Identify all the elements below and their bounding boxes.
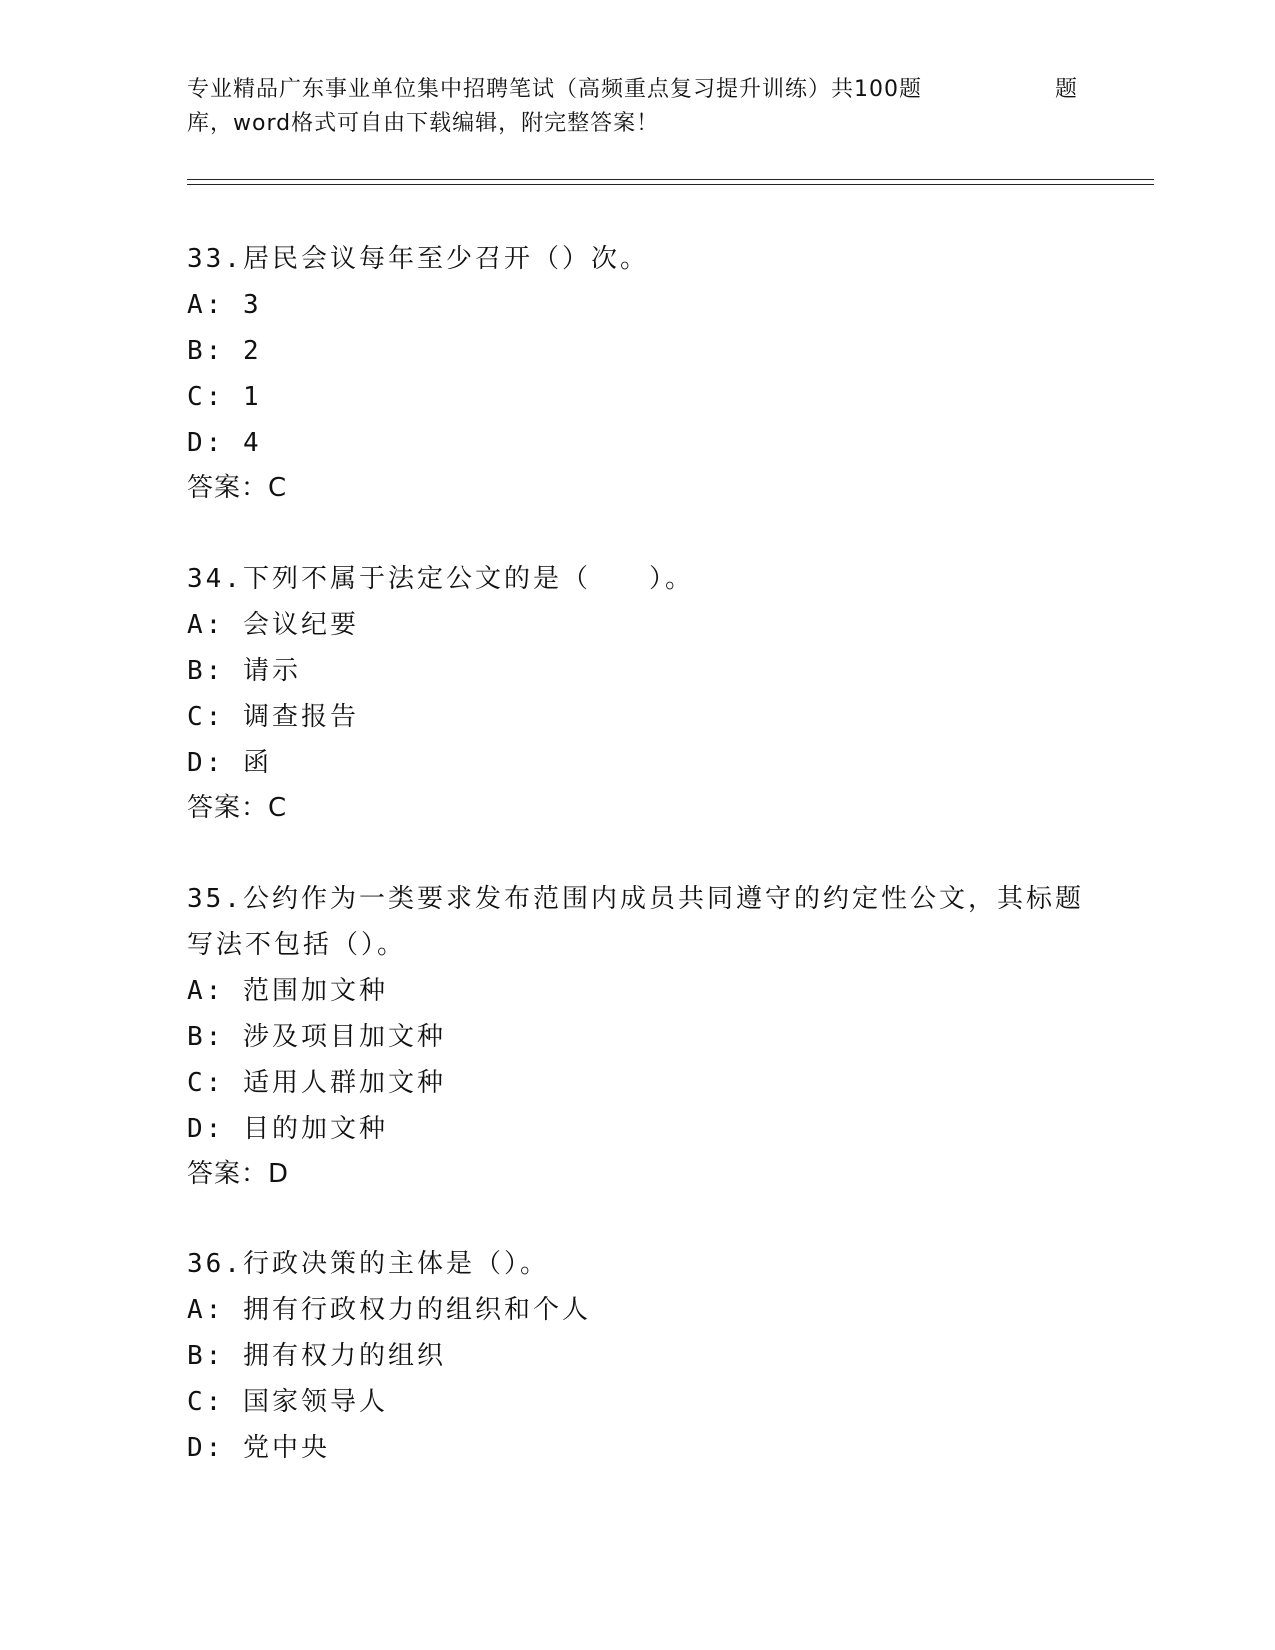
header-divider-top <box>187 179 1154 180</box>
header-title-line-2: 库，word格式可自由下载编辑，附完整答案！ <box>187 111 660 136</box>
question-35 <box>187 876 1087 1196</box>
question-stem: 35.公约作为一类要求发布范围内成员共同遵守的约定性公文，其标题写法不包括（）。 <box>187 884 1084 960</box>
option-b: B: 请示 <box>187 656 301 686</box>
header-title-line-1: 专业精品广东事业单位集中招聘笔试（高频重点复习提升训练）共100题 <box>187 77 922 102</box>
option-d: D: 函 <box>187 748 272 778</box>
question-stem: 36.行政决策的主体是（）。 <box>187 1249 549 1279</box>
option-d: D: 目的加文种 <box>187 1114 388 1144</box>
option-c: C: 适用人群加文种 <box>187 1068 446 1098</box>
answer-line: 答案：C <box>187 793 288 823</box>
option-d: D: 党中央 <box>187 1433 330 1463</box>
question-36 <box>187 1241 1087 1471</box>
option-c: C: 调查报告 <box>187 702 359 732</box>
option-b: B: 2 <box>187 336 262 366</box>
answer-line: 答案：D <box>187 1159 290 1189</box>
option-c: C: 1 <box>187 382 262 412</box>
header-title-tail: 题 <box>1055 77 1079 102</box>
question-stem: 34.下列不属于法定公文的是（ ）。 <box>187 564 694 594</box>
header-divider-bottom <box>187 184 1154 185</box>
document-header <box>187 73 1087 141</box>
option-a: A: 会议纪要 <box>187 610 359 640</box>
question-stem: 33.居民会议每年至少召开（）次。 <box>187 244 649 274</box>
question-34 <box>187 556 1087 830</box>
option-c: C: 国家领导人 <box>187 1387 388 1417</box>
option-b: B: 涉及项目加文种 <box>187 1022 446 1052</box>
option-a: A: 范围加文种 <box>187 976 388 1006</box>
option-a: A: 拥有行政权力的组织和个人 <box>187 1295 591 1325</box>
option-b: B: 拥有权力的组织 <box>187 1341 446 1371</box>
option-d: D: 4 <box>187 428 262 458</box>
option-a: A: 3 <box>187 290 262 320</box>
question-33 <box>187 236 1087 510</box>
answer-line: 答案：C <box>187 473 288 503</box>
